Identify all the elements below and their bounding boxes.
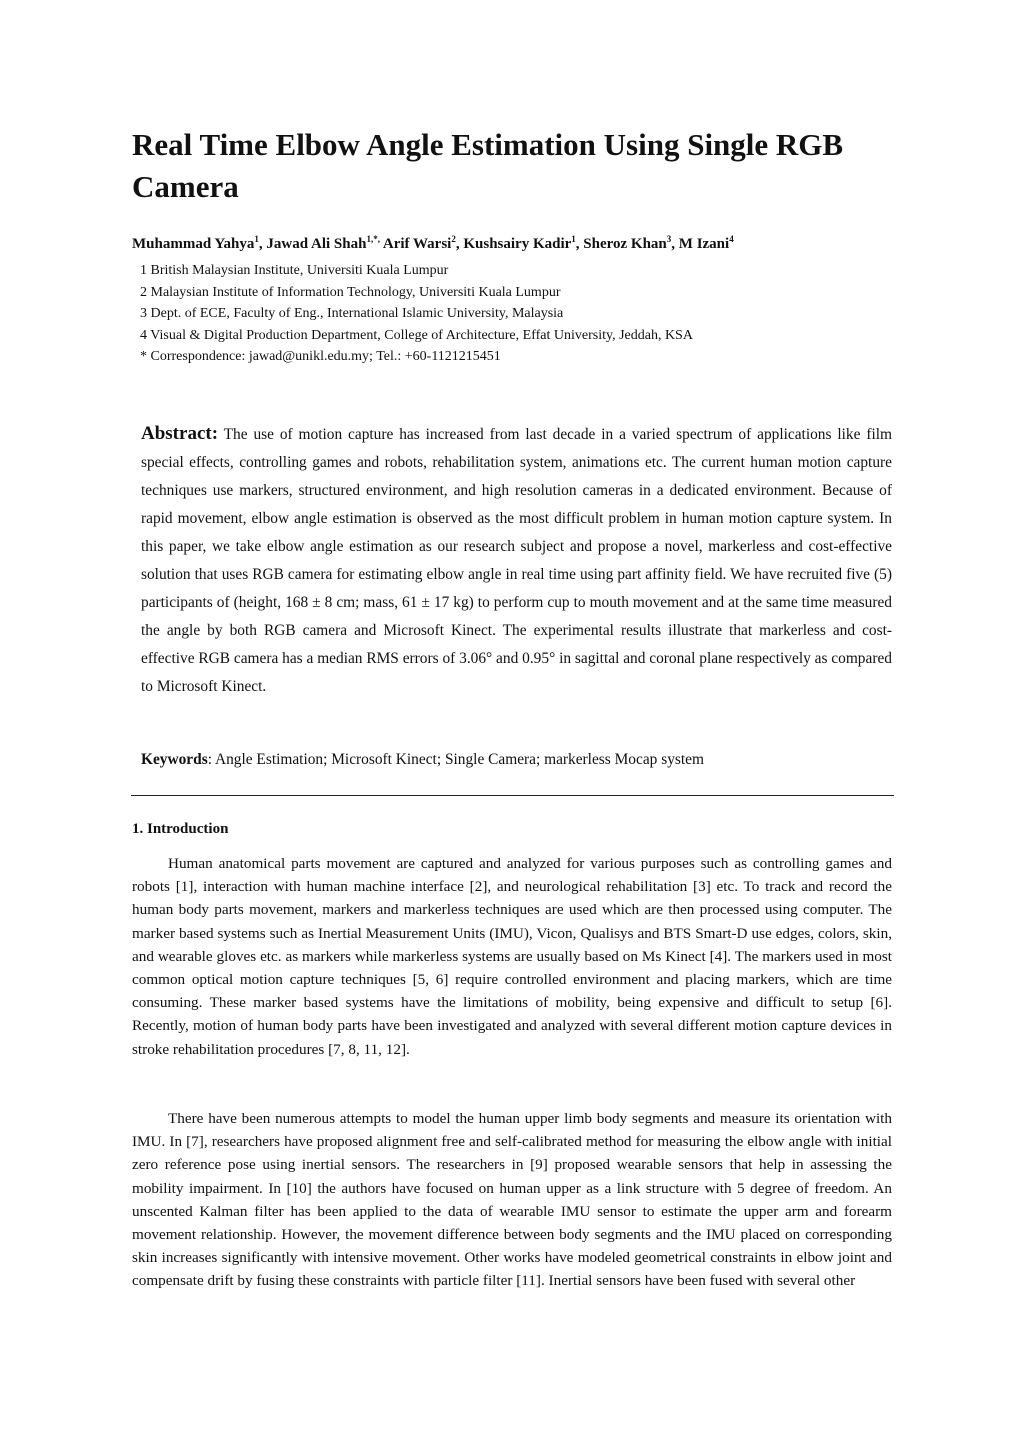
correspondence: * Correspondence: jawad@unikl.edu.my; Tel.: +60-1121215451 <box>140 349 501 364</box>
author-separator: , <box>671 236 679 252</box>
author-affiliation-mark: 1,*, <box>366 234 380 244</box>
author-separator: , <box>455 236 464 252</box>
author-name: Kushsairy Kadir <box>463 236 572 252</box>
affiliation: 2 Malaysian Institute of Information Technology, Universiti Kuala Lumpur <box>140 284 561 300</box>
abstract-text: The use of motion capture has increased from last decade in a varied spectrum of applications like film special effects, controlling games and robots, rehabilitation system, animations etc. The current human motion capture techniques use markers, structured environment, and high resolution cameras in a dedicated environment. Because of rapid movement, elbow angle estimation is observed as the most difficult problem in human motion capture system. In this paper, we take elbow angle estimation as our research subject and propose a novel, markerless and cost-effective solution that uses RGB camera for estimating elbow angle in real time using part affinity field. We have recruited five (5) participants of (height, 168 ± 8 cm; mass, 61 ± 17 kg) to perform cup to mouth movement and at the same time measured the angle by both RGB camera and Microsoft Kinect. The experimental results illustrate that markerless and cost-effective RGB camera has a median RMS errors of 3.06° and 0.95° in sagittal and coronal plane respectively as compared to Microsoft Kinect. <box>141 426 892 695</box>
author <box>266 236 382 252</box>
author <box>463 236 583 252</box>
author-affiliation-mark: 1 <box>571 234 576 244</box>
keywords <box>141 748 901 772</box>
author-separator: , <box>258 236 267 252</box>
body-paragraph: There have been numerous attempts to model the human upper limb body segments and measure its orientation with IMU. In [7], researchers have proposed alignment free and self-calibrated method for measuring the elbow angle with initial zero reference pose using inertial sensors. The researchers in [9] proposed wearable sensors that help in assessing the mobility impairment. In [10] the authors have focused on human upper as a link structure with 5 degree of freedom. An unscented Kalman filter has been applied to the data of wearable IMU sensor to estimate the upper arm and forearm movement relationship. However, the movement difference between body segments and the IMU placed on corresponding skin increases significantly with intensive movement. Other works have modeled geometrical constraints in elbow joint and compensate drift by fusing these constraints with particle filter [11]. Inertial sensors have been fused with several other <box>132 1110 892 1290</box>
affiliation: 3 Dept. of ECE, Faculty of Eng., International Islamic University, Malaysia <box>140 306 564 321</box>
author <box>132 236 266 252</box>
author <box>383 236 463 252</box>
author-list <box>132 228 932 255</box>
author-separator: , <box>575 236 584 252</box>
affiliation: 4 Visual & Digital Production Department, College of Architecture, Effat University, Jeddah, KSA <box>140 327 693 343</box>
abstract-label: Abstract: <box>141 423 219 444</box>
abstract <box>141 420 892 701</box>
author-name: Jawad Ali Shah <box>266 236 367 252</box>
paper-title: Real Time Elbow Angle Estimation Using Single RGB Camera <box>132 127 844 204</box>
keywords-text: : Angle Estimation; Microsoft Kinect; Single Camera; markerless Mocap system <box>207 751 704 768</box>
author-affiliation-mark: 2 <box>451 234 456 244</box>
keywords-label: Keywords <box>141 751 208 768</box>
section-divider <box>131 795 894 796</box>
author-affiliation-mark: 3 <box>666 234 672 244</box>
body-paragraph: Human anatomical parts movement are captured and analyzed for various purposes such as controlling games and robots [1], interaction with human machine interface [2], and neurological rehabilitation [3] etc. To track and record the human body parts movement, markers and markerless techniques are used which are then processed using computer. The marker based systems such as Inertial Measurement Units (IMU), Vicon, Qualisys and BTS Smart-D use edges, colors, skin, and wearable gloves etc. as markers while markerless systems are usually based on Ms Kinect [4]. The markers used in most common optical motion capture techniques [5, 6] require controlled environment and placing markers, which are time consuming. These marker based systems have the limitations of mobility, being expensive and difficult to setup [6]. Recently, motion of human body parts have been investigated and analyzed with several different motion capture devices in stroke rehabilitation procedures [7, 8, 11, 12]. <box>132 855 892 1058</box>
author-name: Sheroz Khan <box>583 236 667 252</box>
author-name: Arif Warsi <box>382 236 452 252</box>
author-name: M Izani <box>678 236 730 252</box>
affiliation-list <box>140 260 920 368</box>
author-affiliation-mark: 4 <box>729 234 734 244</box>
author <box>583 236 679 252</box>
author-affiliation-mark: 1 <box>254 234 259 244</box>
section-heading: 1. Introduction <box>132 821 229 837</box>
author-name: Muhammad Yahya <box>132 236 255 252</box>
affiliation: 1 British Malaysian Institute, Universiti Kuala Lumpur <box>140 263 449 278</box>
author <box>679 236 734 252</box>
